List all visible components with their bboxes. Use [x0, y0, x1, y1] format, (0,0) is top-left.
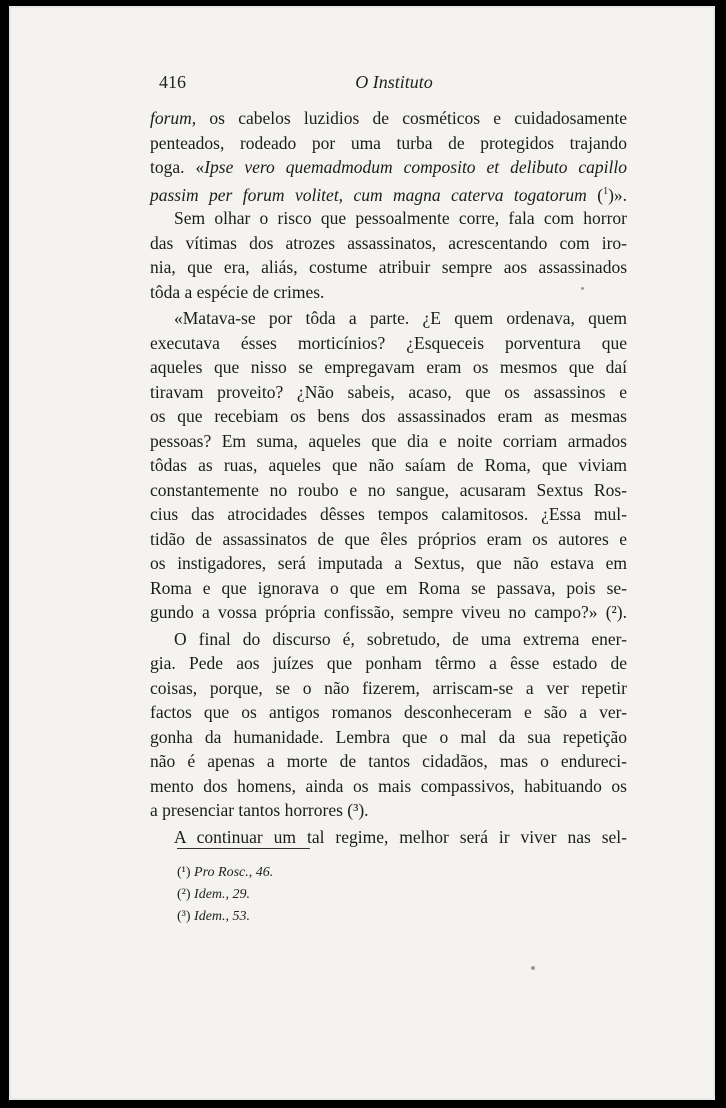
text-line: gonha da humanidade. Lembra que o mal da sua repetição [150, 726, 627, 747]
text-line: executava ésses morticínios? ¿Esqueceis porventura que [150, 332, 627, 353]
text-line: a presenciar tantos horrores (³). [150, 800, 369, 820]
text-line: das vítimas dos atrozes assassinatos, acrescentando com iro- [150, 232, 627, 253]
text-line: penteados, rodeado por uma turba de protegidos trajando [150, 132, 627, 153]
footnote [177, 906, 477, 928]
footnote-ref: 1 [603, 185, 609, 197]
text-line: mento dos homens, ainda os mais compassivos, habituando os [150, 775, 627, 796]
text-line: não é apenas a morte de tantos cidadãos, mas o endureci- [150, 751, 627, 771]
text-line: tiravam proveito? ¿Não sabeis, acaso, que os assassinos e [150, 381, 627, 402]
text-line: tôdas as ruas, aqueles que não saíam de Roma, que viviam [150, 455, 627, 475]
text-line: coisas, porque, se o não fizerem, arriscam-se a ver repetir [150, 677, 627, 698]
text-line: gundo a vossa própria confissão, sempre viveu no campo?» (²). [150, 602, 627, 622]
footnote [177, 862, 477, 884]
text-line: os instigadores, será imputada a Sextus, que não estava em [150, 553, 627, 573]
text-line: factos que os antigos romanos desconheceram e são a ver- [150, 702, 627, 722]
latin-quote: Ipse vero quemadmodum composito et delibuto capillo [204, 157, 627, 177]
text-line-italic-lead: forum, [150, 108, 197, 128]
text-line: tidão de assassinatos de que êles próprios eram os autores e [150, 528, 627, 549]
footnote-rule [177, 848, 310, 849]
text-line: aqueles que nisso se empregavam eram os mesmos que daí [150, 357, 627, 377]
text-line: tôda a espécie de crimes. [150, 281, 325, 302]
running-title: O Instituto [355, 72, 433, 92]
text-line: constantemente no roubo e no sangue, acusaram Sextus Ros- [150, 479, 627, 500]
text-line: os que recebiam os bens dos assassinados eram as mesmas [150, 406, 627, 426]
page-number: 416 [159, 72, 186, 92]
text-line: cius das atrocidades dêsses tempos calamitosos. ¿Essa mul- [150, 504, 627, 524]
page-header [159, 72, 629, 98]
footnote-mark: (¹) [177, 865, 191, 880]
text-line: A continuar um tal regime, melhor será ir viver nas sel- [174, 826, 627, 847]
text-line: O final do discurso é, sobretudo, de uma extrema ener- [174, 628, 627, 649]
footnote-mark: (³) [177, 909, 191, 924]
text-line: passim per forum volitet, cum magna caterva togatorum ($^1$)». [150, 184, 628, 205]
latin-quote: passim per forum volitet, cum magna caterva togatorum [150, 184, 587, 205]
text-line: gia. Pede aos juízes que ponham têrmo a êsse estado de [150, 653, 627, 673]
paper-speck [581, 287, 584, 290]
footnotes [177, 862, 477, 928]
text-line: Sem olhar o risco que pessoalmente corre, fala com horror [174, 208, 627, 228]
body-text [150, 106, 627, 849]
text-line: Roma e que ignorava o que em Roma se passava, pois se- [150, 577, 627, 598]
footnote-text: Pro Rosc., 46. [194, 865, 274, 880]
text-line: pessoas? Em suma, aqueles que dia e noite corriam armados [150, 430, 627, 451]
footnote-text: Idem., 29. [194, 887, 251, 902]
text-line: «Matava-se por tôda a parte. ¿E quem ordenava, quem [174, 308, 627, 328]
footnote-text: Idem., 53. [194, 909, 251, 924]
footnote-mark: (²) [177, 887, 191, 902]
text-line [150, 106, 627, 131]
text-line-rest: os cabelos luzidios de cosméticos e cuidadosamente [196, 108, 627, 128]
paper-speck [531, 966, 535, 970]
text-line: nia, que era, aliás, costume atribuir sempre aos assassinados [150, 257, 627, 277]
footnote [177, 884, 477, 906]
text-line: toga. «Ipse vero quemadmodum composito et delibuto capillo [150, 157, 627, 177]
